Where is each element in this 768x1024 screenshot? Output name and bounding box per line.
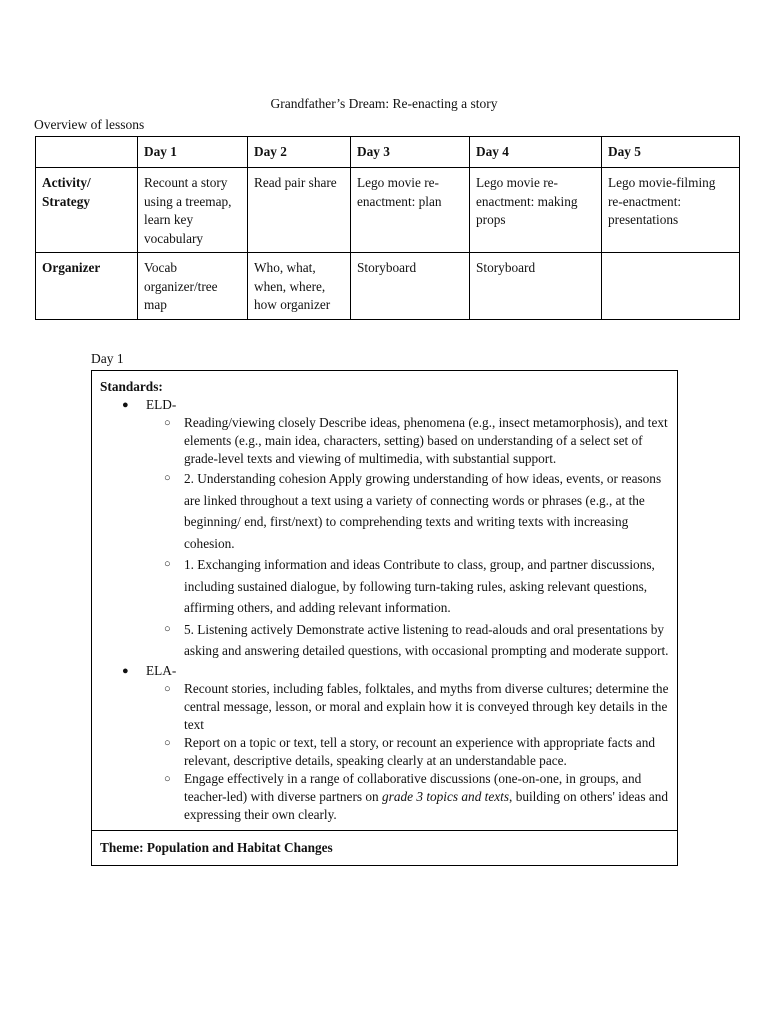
ela-item-text: , building on others' ideas and expressing their own clearly. xyxy=(184,788,669,822)
circle-bullet-icon: ○ xyxy=(164,682,171,695)
eld-item-text: Reading/viewing closely Describe ideas, phenomena (e.g., insect metamorphosis), and text elements (e.g., main idea, characters, setting) based on understanding of a select set of grade-level texts and viewing of multimedia, with substantial support. xyxy=(184,415,668,466)
ela-label: ELA- xyxy=(146,662,177,678)
eld-list xyxy=(146,414,669,662)
eld-label: ELD- xyxy=(146,397,177,412)
bullet-icon: ● xyxy=(122,399,129,411)
table-cell: Storyboard xyxy=(351,253,470,320)
table-cell: Lego movie re-enactment: making props xyxy=(470,168,602,253)
circle-bullet-icon: ○ xyxy=(164,558,171,570)
header-day-1: Day 1 xyxy=(138,137,248,168)
list-item xyxy=(142,619,669,662)
circle-bullet-icon: ○ xyxy=(164,472,171,484)
table-cell: Storyboard xyxy=(470,253,602,320)
list-item xyxy=(142,414,669,468)
circle-bullet-icon: ○ xyxy=(164,772,171,785)
header-day-3: Day 3 xyxy=(351,137,470,168)
theme-row: Theme: Population and Habitat Changes xyxy=(100,839,333,855)
table-cell: Recount a story using a treemap, learn key vocabulary xyxy=(138,168,248,253)
list-item xyxy=(142,680,669,734)
table-header-row xyxy=(36,137,740,168)
bullet-icon: ● xyxy=(122,664,129,677)
ela-item-italic: grade 3 topics and texts xyxy=(382,788,510,804)
list-item xyxy=(100,662,669,824)
eld-item-text: 5. Listening actively Demonstrate active listening to read-alouds and oral presentations by asking and answering detailed questions, with occasional prompting and moderate support. xyxy=(184,621,669,658)
header-day-5: Day 5 xyxy=(602,137,740,168)
row-label-activity: Activity/ Strategy xyxy=(36,168,138,253)
table-cell xyxy=(602,253,740,320)
day-1-box xyxy=(91,370,678,866)
overview-label: Overview of lessons xyxy=(34,117,145,132)
standards-section xyxy=(92,371,677,831)
standards-list xyxy=(100,396,669,824)
eld-item-text: 1. Exchanging information and ideas Contribute to class, group, and partner discussions, including sustained dialogue, by following turn-taking rules, asking relevant questions, affirming others, and adding relevant information. xyxy=(184,557,655,615)
table-cell: Lego movie-filming re-enactment: presentations xyxy=(602,168,740,253)
circle-bullet-icon: ○ xyxy=(164,736,171,749)
list-item xyxy=(142,468,669,554)
ela-item-text: Engage effectively in a range of collaborative discussions (one-on-one, in groups, and teacher-led) with diverse partners on xyxy=(184,770,642,804)
table-cell: Vocab organizer/tree map xyxy=(138,253,248,320)
table-cell: Who, what, when, where, how organizer xyxy=(248,253,351,320)
list-item xyxy=(142,554,669,619)
overview-table xyxy=(35,136,740,320)
list-item xyxy=(142,770,669,824)
table-row-activity xyxy=(36,168,740,253)
document-title: Grandfather’s Dream: Re-enacting a story xyxy=(270,96,498,111)
day-1-label: Day 1 xyxy=(91,351,124,366)
header-day-2: Day 2 xyxy=(248,137,351,168)
ela-item-text: Report on a topic or text, tell a story, or recount an experience with appropriate facts and relevant, descriptive details, speaking clearly at an understandable pace. xyxy=(184,734,656,768)
standards-title: Standards: xyxy=(100,379,163,394)
table-cell: Read pair share xyxy=(248,168,351,253)
list-item xyxy=(100,396,669,662)
circle-bullet-icon: ○ xyxy=(164,622,171,635)
list-item xyxy=(142,734,669,770)
eld-item-text: 2. Understanding cohesion Apply growing understanding of how ideas, events, or reasons are linked throughout a text using a variety of connecting words or phrases (e.g., at the beginning/ end, first/next) to comprehending texts and writing texts with increasing cohesion. xyxy=(184,471,662,551)
table-row-organizer xyxy=(36,253,740,320)
ela-item-text: Recount stories, including fables, folktales, and myths from diverse cultures; determine the central message, lesson, or moral and explain how it is conveyed through key details in the text xyxy=(184,680,669,732)
header-cell-empty xyxy=(36,137,138,168)
ela-list xyxy=(146,680,669,824)
header-day-4: Day 4 xyxy=(470,137,602,168)
row-label-organizer: Organizer xyxy=(36,253,138,320)
circle-bullet-icon: ○ xyxy=(164,417,171,429)
table-cell: Lego movie re-enactment: plan xyxy=(351,168,470,253)
